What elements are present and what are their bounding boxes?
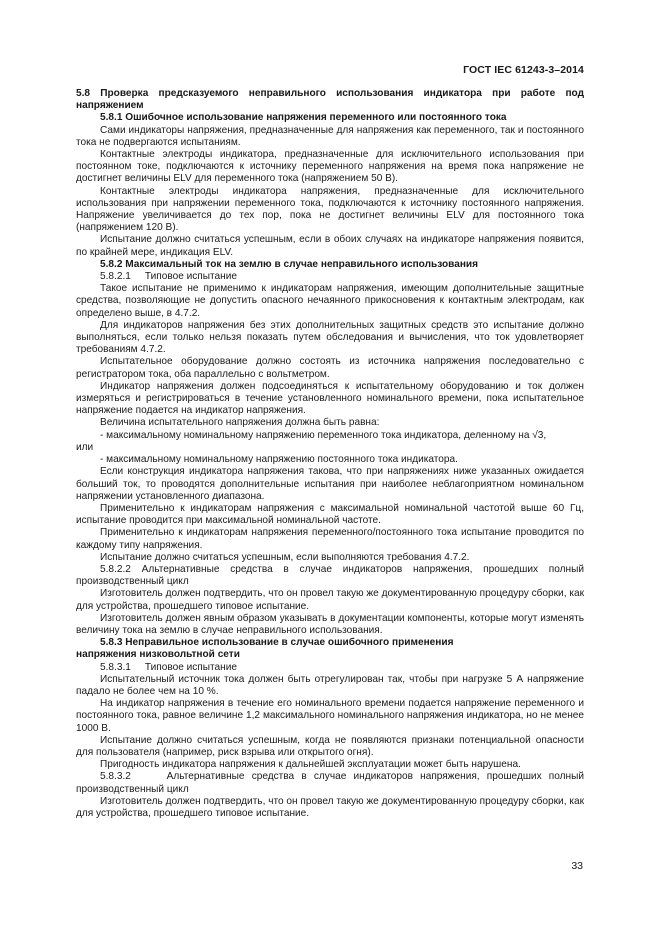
- paragraph: Изготовитель должен явным образом указывать в документации компоненты, которые могут изменять величину тока на землю в случае неправильного использования.: [76, 612, 584, 636]
- list-item: - максимальному номинальному напряжению переменного тока индикатора, деленному на √3,: [100, 429, 547, 441]
- clause-heading-5-8-2-2: 5.8.2.2 Альтернативные средства в случае индикаторов напряжения, прошедших полный производственный цикл: [76, 563, 584, 588]
- paragraph: Пригодность индикатора напряжения к дальнейшей эксплуатации может быть нарушена.: [100, 759, 521, 771]
- paragraph: Применительно к индикаторам напряжения переменного/постоянного тока испытание проводится по каждому типу напряжения.: [76, 527, 584, 551]
- paragraph: Индикатор напряжения должен подсоединяться к испытательному оборудованию и ток должен измеряться и регистрироваться в течение установленного номинального времени, пока испытательное напряжение подается на индикатор напряжения.: [76, 380, 584, 417]
- paragraph: Испытательное оборудование должно состоять из источника напряжения последовательно с регистратором тока, оба параллельно с вольтметром.: [76, 356, 584, 380]
- clause-heading-5-8-2-1: 5.8.2.1 Типовое испытание: [100, 271, 237, 283]
- subsection-heading-5-8-2: 5.8.2 Максимальный ток на землю в случае неправильного использования: [100, 258, 479, 270]
- paragraph: Испытание должно считаться успешным, если в обоих случаях на индикаторе напряжения появится, по крайней мере, индикация ELV.: [76, 234, 584, 258]
- paragraph: Контактные электроды индикатора напряжения, предназначенные для исключительного использования при напряжении переменного тока, подключаются к источнику постоянного напряжения. Напряжение увеличивается до тех пор, пока не достигнет величины ELV для постоянного тока (напряжением 120 В).: [76, 185, 584, 234]
- paragraph: На индикатор напряжения в течение его номинального времени подается напряжение переменного и постоянного тока, равное величине 1,2 максимального номинального напряжения индикатора, но не менее 1000 В.: [76, 698, 584, 734]
- paragraph: Такое испытание не применимо к индикаторам напряжения, имеющим дополнительные защитные средства, позволяющие не допустить опасного нечаянного прикосновения к контактным электродам, как определено выше, в 4.7.2.: [76, 283, 584, 319]
- paragraph: Испытание должно считаться успешным, если выполняются требования 4.7.2.: [100, 551, 470, 563]
- paragraph: Сами индикаторы напряжения, предназначенные для напряжения как переменного, так и постоянного тока не подвергаются испытаниям.: [76, 124, 584, 148]
- paragraph: Применительно к индикаторам напряжения с максимальной номинальной частотой выше 60 Гц, испытание проводится при максимальной номинальной частоте.: [76, 502, 584, 527]
- paragraph: Для индикаторов напряжения без этих дополнительных защитных средств это испытание должно выполняться, если только нельзя показать путем обследования и вычисления, что ток удовлетворяет требованиям 4.7.2.: [76, 319, 584, 356]
- paragraph: Если конструкция индикатора напряжения такова, что при напряжениях ниже указанных ожидается больший ток, то проводятся дополнительные испытания при наиболее неблагоприятном номинальном напряжении установленного диапазона.: [76, 466, 584, 502]
- paragraph: Величина испытательного напряжения должна быть равна:: [100, 417, 380, 429]
- clause-heading-5-8-3-1: 5.8.3.1 Типовое испытание: [100, 661, 237, 673]
- paragraph: Изготовитель должен подтвердить, что он провел такую же документированную процедуру сборки, как для устройства, прошедшего типовое испытание.: [76, 588, 584, 612]
- paragraph: Испытание должно считаться успешным, когда не появляются признаки потенциальной опасности для пользователя (например, риск взрыва или открытого огня).: [76, 734, 584, 758]
- page-body: [76, 88, 587, 820]
- subsection-heading-5-8-1: 5.8.1 Ошибочное использование напряжения переменного или постоянного тока: [100, 112, 507, 124]
- document-code-header: ГОСТ IEC 61243-3–2014: [463, 64, 584, 76]
- subsection-heading-5-8-3-cont: напряжения низковольтной сети: [76, 649, 240, 661]
- paragraph: Контактные электроды индикатора, предназначенные для исключительного использования при постоянном токе, подключаются к источнику переменного напряжения на время пока напряжение не достигнет величины ELV для переменного тока (напряжением 50 В).: [76, 149, 584, 185]
- clause-heading-5-8-3-2: 5.8.3.2 Альтернативные средства в случае индикаторов напряжения, прошедших полный производственный цикл: [76, 771, 587, 795]
- list-connector: или: [76, 441, 94, 453]
- page-number: 33: [571, 860, 583, 872]
- paragraph: Изготовитель должен подтвердить, что он провел такую же документированную процедуру сборки, как для устройства, прошедшего типовое испытание.: [76, 795, 584, 819]
- paragraph: Испытательный источник тока должен быть отрегулирован так, чтобы при нагрузке 5 А напряжение падало не более чем на 10 %.: [76, 673, 584, 697]
- section-heading-5-8: 5.8 Проверка предсказуемого неправильного использования индикатора при работе под напряжением: [76, 88, 584, 112]
- list-item: - максимальному номинальному напряжению постоянного тока индикатора.: [100, 454, 458, 466]
- subsection-heading-5-8-3: 5.8.3 Неправильное использование в случае ошибочного применения: [100, 637, 454, 649]
